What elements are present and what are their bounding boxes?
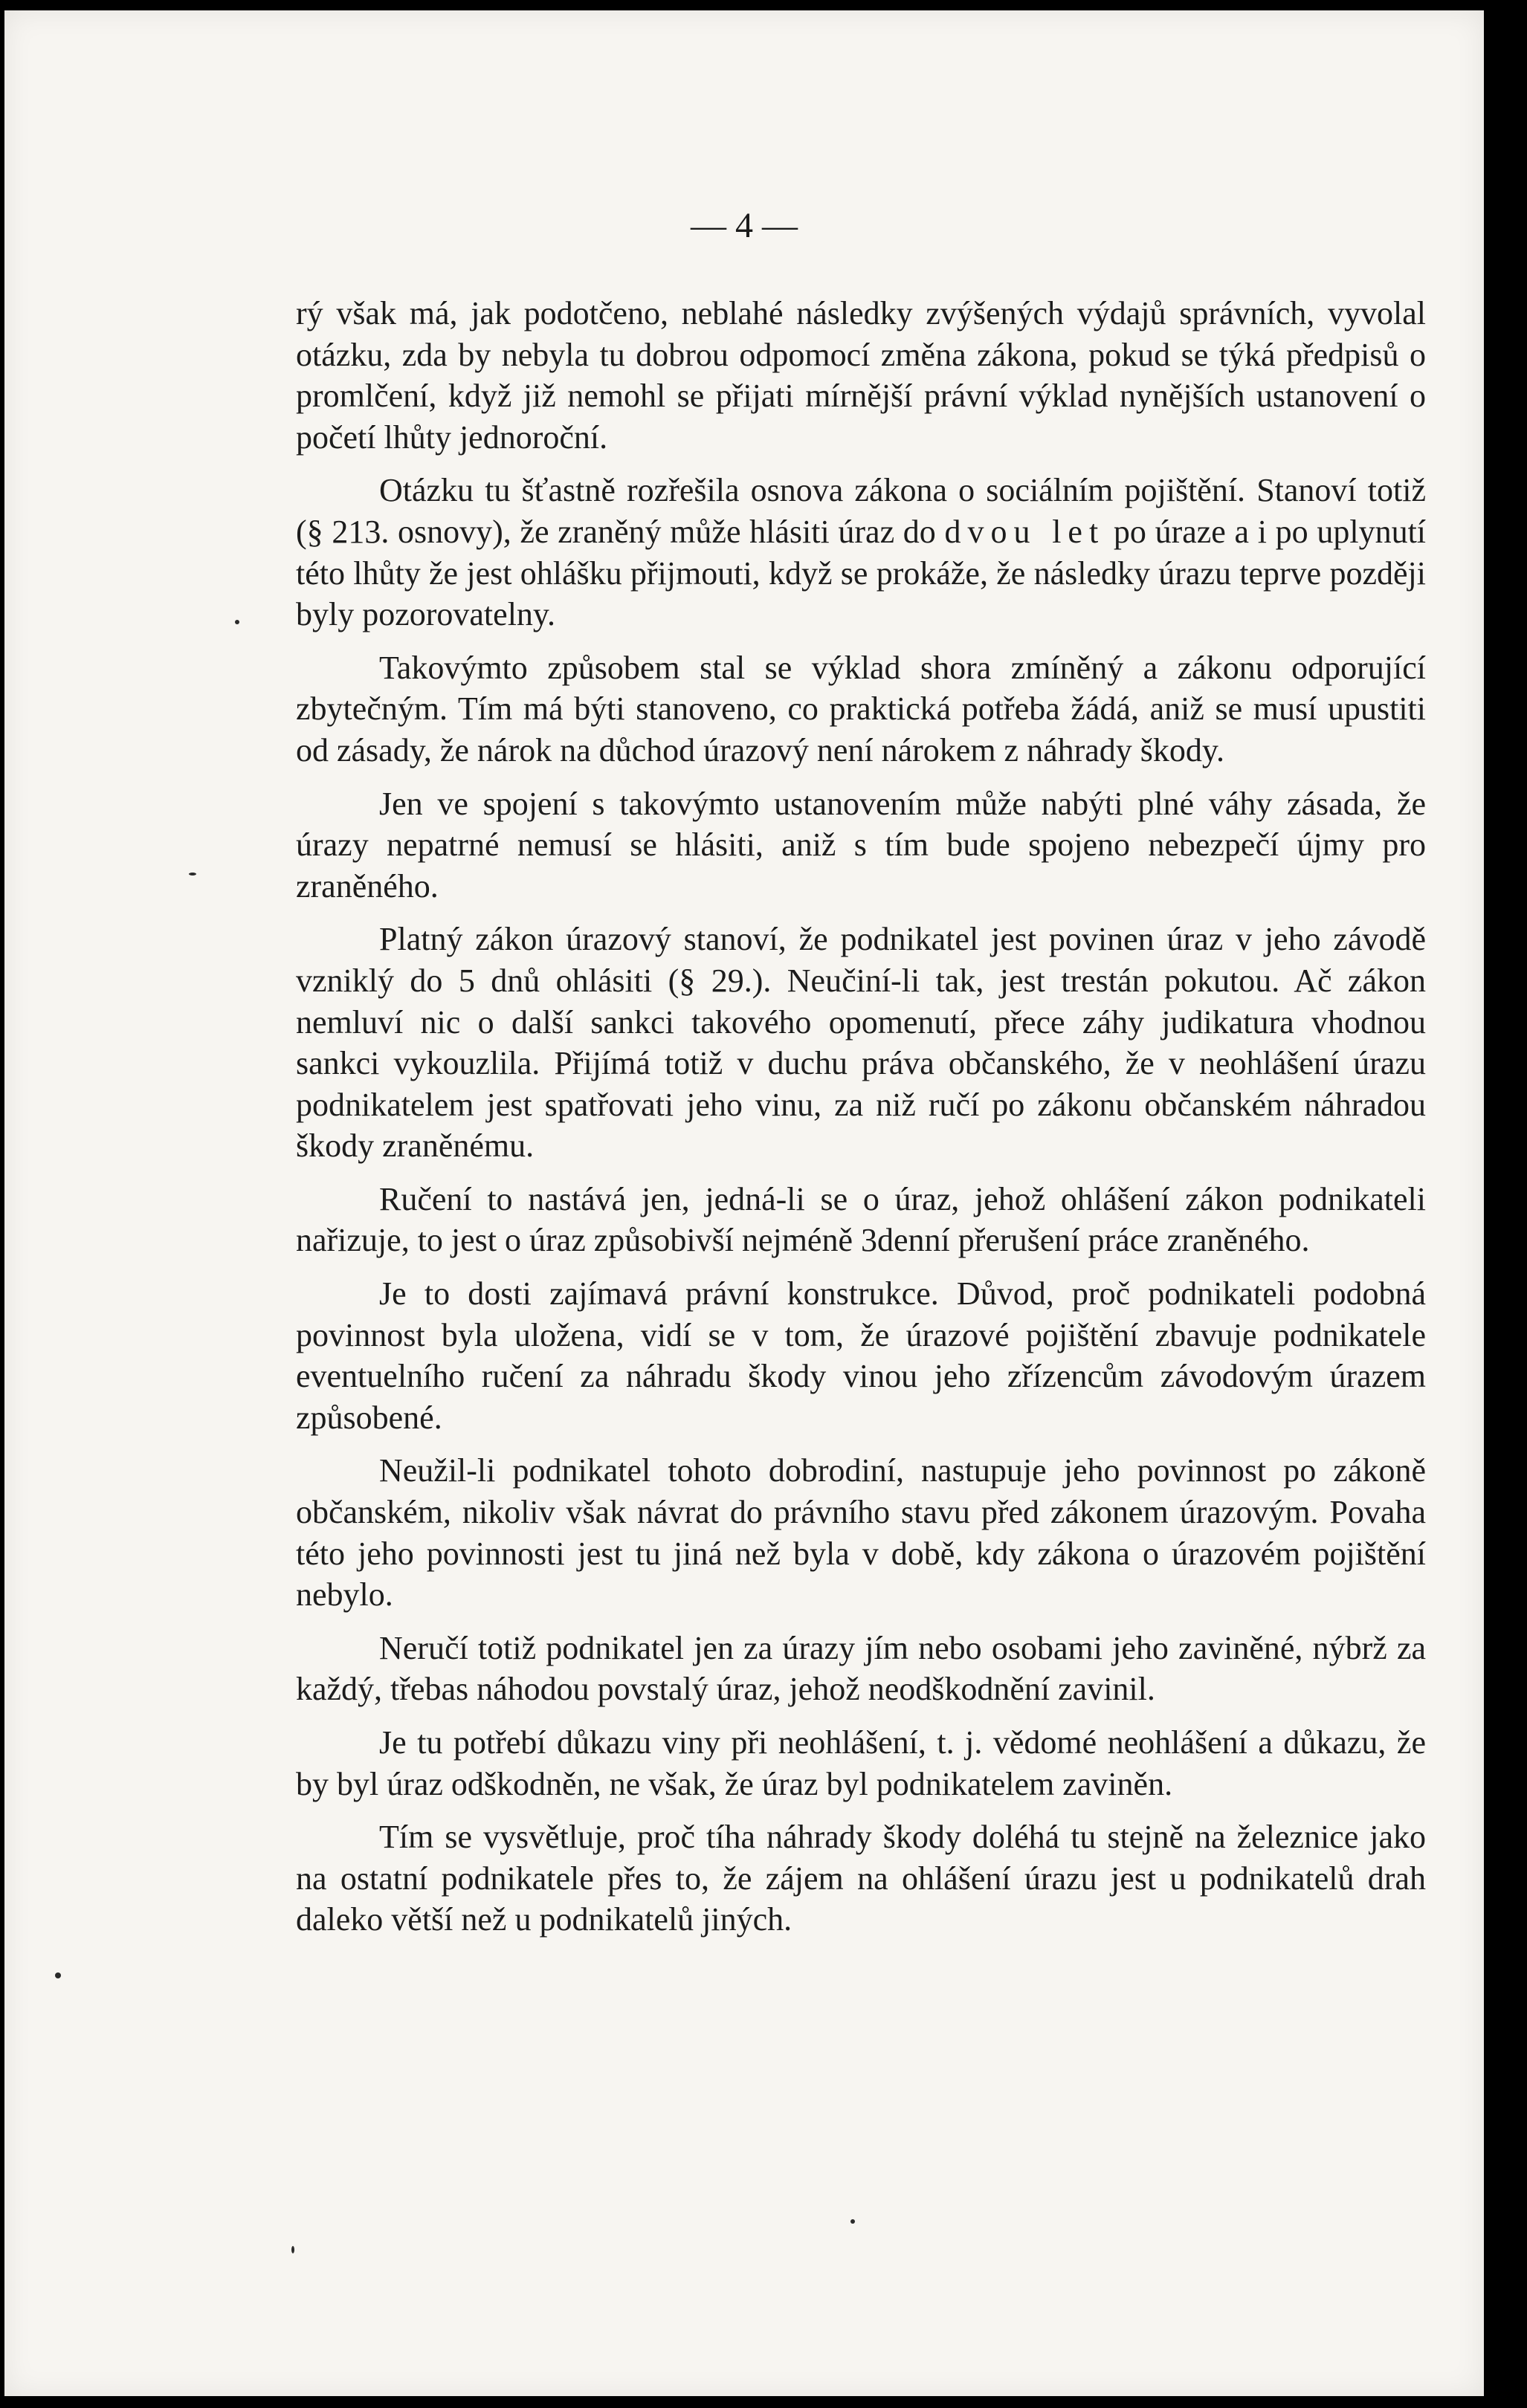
paragraph-5: Platný zákon úrazový stanoví, že podnikatel jest povinen úraz v jeho závodě vzniklý do 5 dnů ohlásiti (§ 29.). Neučiní-li tak, jest trestán pokutou. Ač zákon nemluví nic o další sankci takového opomenutí, přece záhy judikatura vhodnou sankci vykouzlila. Přijímá totiž v duchu práva občanského, že v neohlášení úrazu podnikatelem jest spatřovati jeho vinu, za niž ručí po zákonu občanském náhradou škody zraněnému. bbox=[296, 921, 1426, 1165]
paragraph-6: Ručení to nastává jen, jedná-li se o úraz, jehož ohlášení zákon podnikateli nařizuje, to jest o úraz způsobivší nejméně 3denní přerušení práce zraněného. bbox=[296, 1180, 1426, 1259]
scan-speck bbox=[189, 873, 196, 876]
scan-speck bbox=[55, 1972, 61, 1978]
paragraph-4: Jen ve spojení s takovýmto ustanovením může nabýti plné váhy zásada, že úrazy nepatrné nemusí se hlásiti, aniž s tím bude spojeno nebezpečí újmy pro zraněného. bbox=[296, 785, 1426, 904]
page-number: — 4 — bbox=[691, 206, 798, 245]
scan-speck bbox=[850, 2219, 855, 2224]
paragraph-2-start: Otázku tu šťastně rozřešila osnova zákona o sociálním pojištění. Stanoví totiž (§ 213. osnovy), že zraněný může hlásiti úraz do bbox=[296, 472, 1426, 550]
body-text bbox=[296, 293, 1426, 1952]
paragraph-1: rý však má, jak podotčeno, neblahé následky zvýšených výdajů správních, vyvolal otázku, zda by nebyla tu dobrou odpomocí změna zákona, pokud se týká předpisů o promlčení, když již nemohl se přijati mírnější právní výklad nynějších ustanovení o početí lhůty jednoroční. bbox=[296, 295, 1426, 456]
scan-speck bbox=[235, 620, 239, 624]
paragraph-7: Je to dosti zajímavá právní konstrukce. Důvod, proč podnikateli podobná povinnost byla uložena, vidí se v tom, že úrazové pojištění zbavuje podnikatele eventuelního ručení za náhradu škody vinou jeho zřízencům závodovým úrazem způsobené. bbox=[296, 1275, 1426, 1436]
paragraph-11: Tím se vysvětluje, proč tíha náhrady škody doléhá tu stejně na železnice jako na ostatní podnikatele přes to, že zájem na ohlášení úrazu jest u podnikatelů drah daleko větší než u podnikatelů jiných. bbox=[296, 1819, 1426, 1938]
paragraph-9: Neručí totiž podnikatel jen za úrazy jím nebo osobami jeho zaviněné, nýbrž za každý, třebas náhodou povstalý úraz, jehož neodškodnění zavinil. bbox=[296, 1629, 1426, 1708]
paragraph-2-end: po úraze a i po uplynutí této lhůty že jest ohlášku přijmouti, když se prokáže, že následky úrazu teprve později byly pozorovatelny. bbox=[296, 513, 1427, 633]
scan-speck bbox=[291, 2246, 294, 2253]
paragraph-3: Takovýmto způsobem stal se výklad shora zmíněný a zákonu odporující zbytečným. Tím má býti stanoveno, co praktická potřeba žádá, aniž se musí upustiti od zásady, že nárok na důchod úrazový není nárokem z náhrady škody. bbox=[296, 649, 1426, 768]
scan-border bbox=[1484, 0, 1527, 2408]
paragraph-2 bbox=[296, 470, 1426, 635]
paragraph-10: Je tu potřebí důkazu viny při neohlášení, t. j. vědomé neohlášení a důkazu, že by byl úraz odškodněn, ne však, že úraz byl podnikatelem zaviněn. bbox=[296, 1724, 1426, 1802]
scanned-page bbox=[4, 10, 1484, 2396]
paragraph-8: Neužil-li podnikatel tohoto dobrodiní, nastupuje jeho povinnost po zákoně občanském, nikoliv však návrat do právního stavu před zákonem úrazovým. Povaha této jeho povinnosti jest tu jiná než byla v době, kdy zákona o úrazovém pojištění nebylo. bbox=[296, 1452, 1426, 1614]
spaced-emphasis: dvou let bbox=[944, 513, 1105, 550]
